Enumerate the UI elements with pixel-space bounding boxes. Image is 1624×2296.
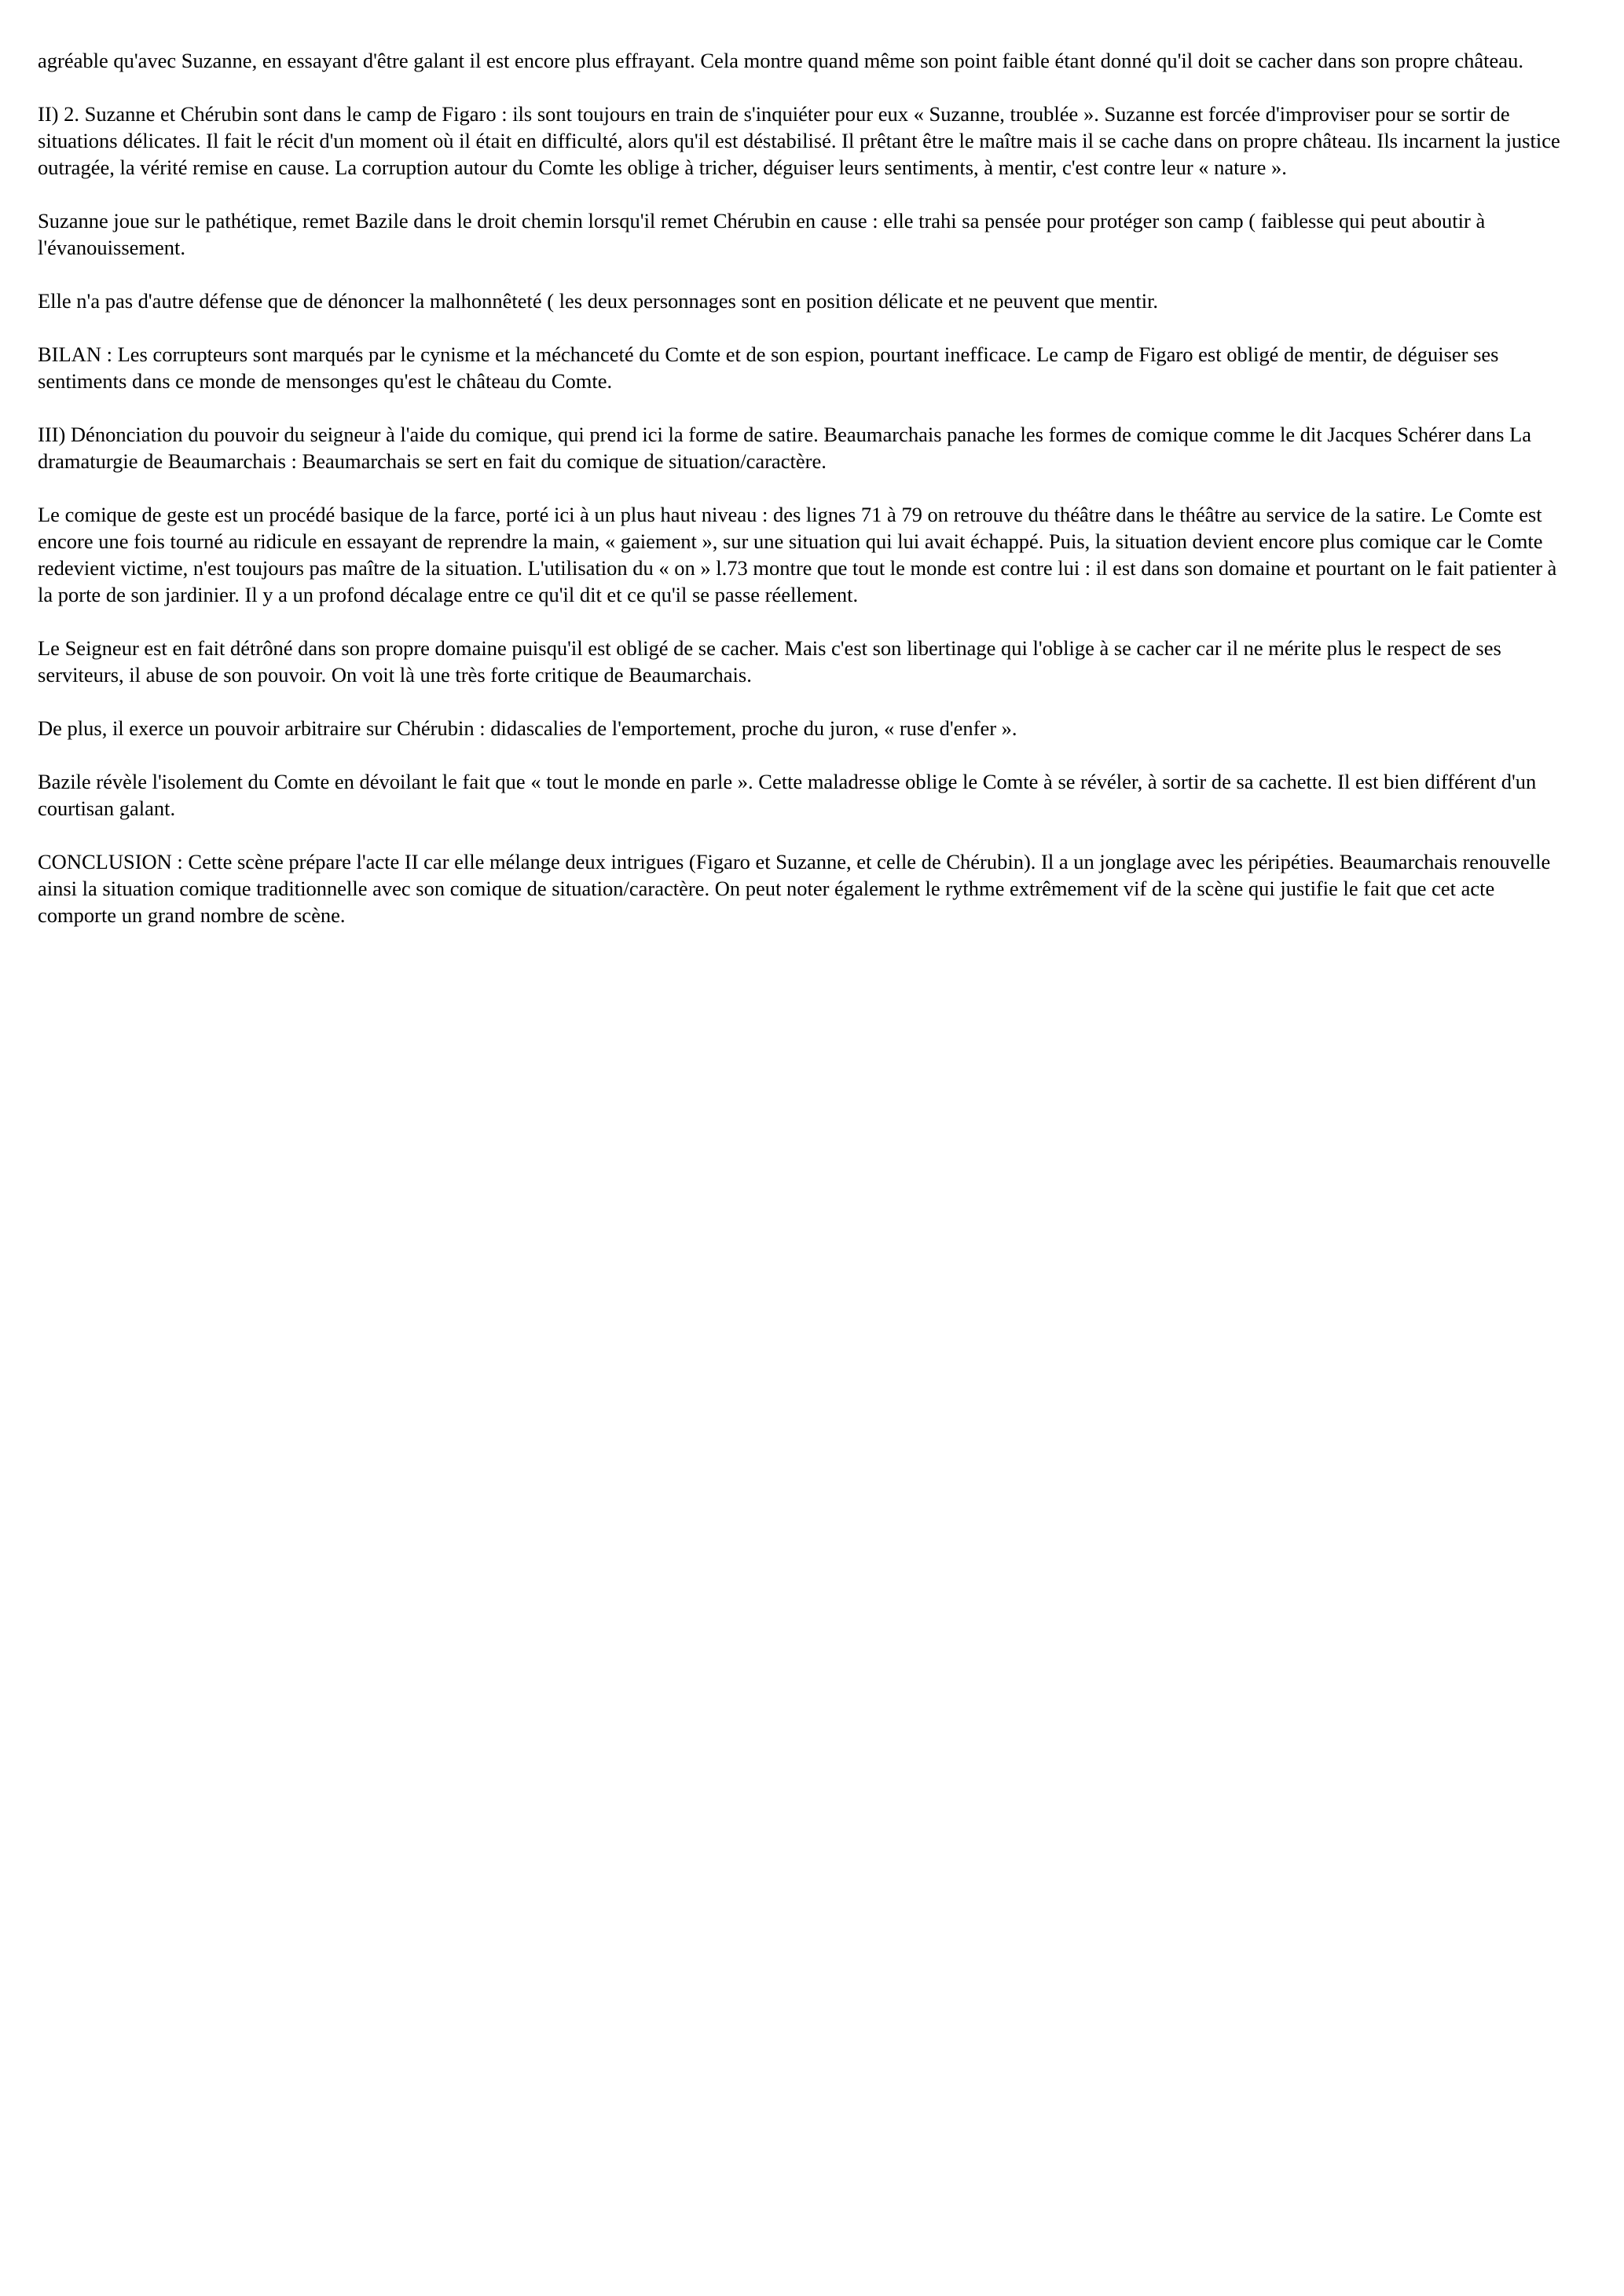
document-page: [38, 47, 1562, 955]
paragraph-conclusion: CONCLUSION : Cette scène prépare l'acte II car elle mélange deux intrigues (Figaro et Suzanne, et celle de Chérubin). Il a un jonglage avec les péripéties. Beaumarchais renouvelle ainsi la situation comique traditionnelle avec son comique de situation/caractère. On peut noter également le rythme extrêmement vif de la scène qui justifie le fait que cet acte comporte un grand nombre de scène.: [38, 850, 1551, 927]
paragraph-comique-de-geste: Le comique de geste est un procédé basique de la farce, porté ici à un plus haut niveau : des lignes 71 à 79 on retrouve du théâtre dans le théâtre au service de la satire. Le Comte est encore une fois tourné au ridicule en essayant de reprendre la main, « gaiement », sur une situation qui lui avait échappé. Puis, la situation devient encore plus comique car le Comte redevient victime, n'est toujours pas maître de la situation. L'utilisation du « on » l.73 montre que tout le monde est contre lui : il est dans son domaine et pourtant on le fait patienter à la porte de son jardinier. Il y a un profond décalage entre ce qu'il dit et ce qu'il se passe réellement.: [38, 503, 1557, 606]
paragraph-intro-continuation: agréable qu'avec Suzanne, en essayant d'être galant il est encore plus effrayant. Cela montre quand même son point faible étant donné qu'il doit se cacher dans son propre château.: [38, 49, 1523, 72]
paragraph-section-2-2: II) 2. Suzanne et Chérubin sont dans le camp de Figaro : ils sont toujours en train de s'inquiéter pour eux « Suzanne, troublée ». Suzanne est forcée d'improviser pour se sortir de situations délicates. Il fait le récit d'un moment où il était en difficulté, alors qu'il est déstabilisé. Il prêtant être le maître mais il se cache dans on propre château. Ils incarnent la justice outragée, la vérité remise en cause. La corruption autour du Comte les oblige à tricher, déguiser leurs sentiments, à mentir, c'est contre leur « nature ».: [38, 102, 1560, 179]
paragraph-suzanne-pathetique: Suzanne joue sur le pathétique, remet Bazile dans le droit chemin lorsqu'il remet Chérubin en cause : elle trahi sa pensée pour protéger son camp ( faiblesse qui peut aboutir à l'évanouissement.: [38, 209, 1486, 259]
paragraph-malhonnetete: Elle n'a pas d'autre défense que de dénoncer la malhonnêteté ( les deux personnages sont en position délicate et ne peuvent que mentir.: [38, 289, 1159, 313]
paragraph-section-3: III) Dénonciation du pouvoir du seigneur à l'aide du comique, qui prend ici la forme de satire. Beaumarchais panache les formes de comique comme le dit Jacques Schérer dans La dramaturgie de Beaumarchais : Beaumarchais se sert en fait du comique de situation/caractère.: [38, 423, 1532, 473]
paragraph-pouvoir-arbitraire: De plus, il exerce un pouvoir arbitraire sur Chérubin : didascalies de l'emportement, proche du juron, « ruse d'enfer ».: [38, 716, 1017, 740]
paragraph-bazile-isolement: Bazile révèle l'isolement du Comte en dévoilant le fait que « tout le monde en parle ». Cette maladresse oblige le Comte à se révéler, à sortir de sa cachette. Il est bien différent d'un courtisan galant.: [38, 770, 1537, 820]
paragraph-bilan: BILAN : Les corrupteurs sont marqués par le cynisme et la méchanceté du Comte et de son espion, pourtant inefficace. Le camp de Figaro est obligé de mentir, de déguiser ses sentiments dans ce monde de mensonges qu'est le château du Comte.: [38, 342, 1499, 393]
paragraph-seigneur-detrone: Le Seigneur est en fait détrôné dans son propre domaine puisqu'il est obligé de se cacher. Mais c'est son libertinage qui l'oblige à se cacher car il ne mérite plus le respect de ses serviteurs, il abuse de son pouvoir. On voit là une très forte critique de Beaumarchais.: [38, 636, 1501, 687]
